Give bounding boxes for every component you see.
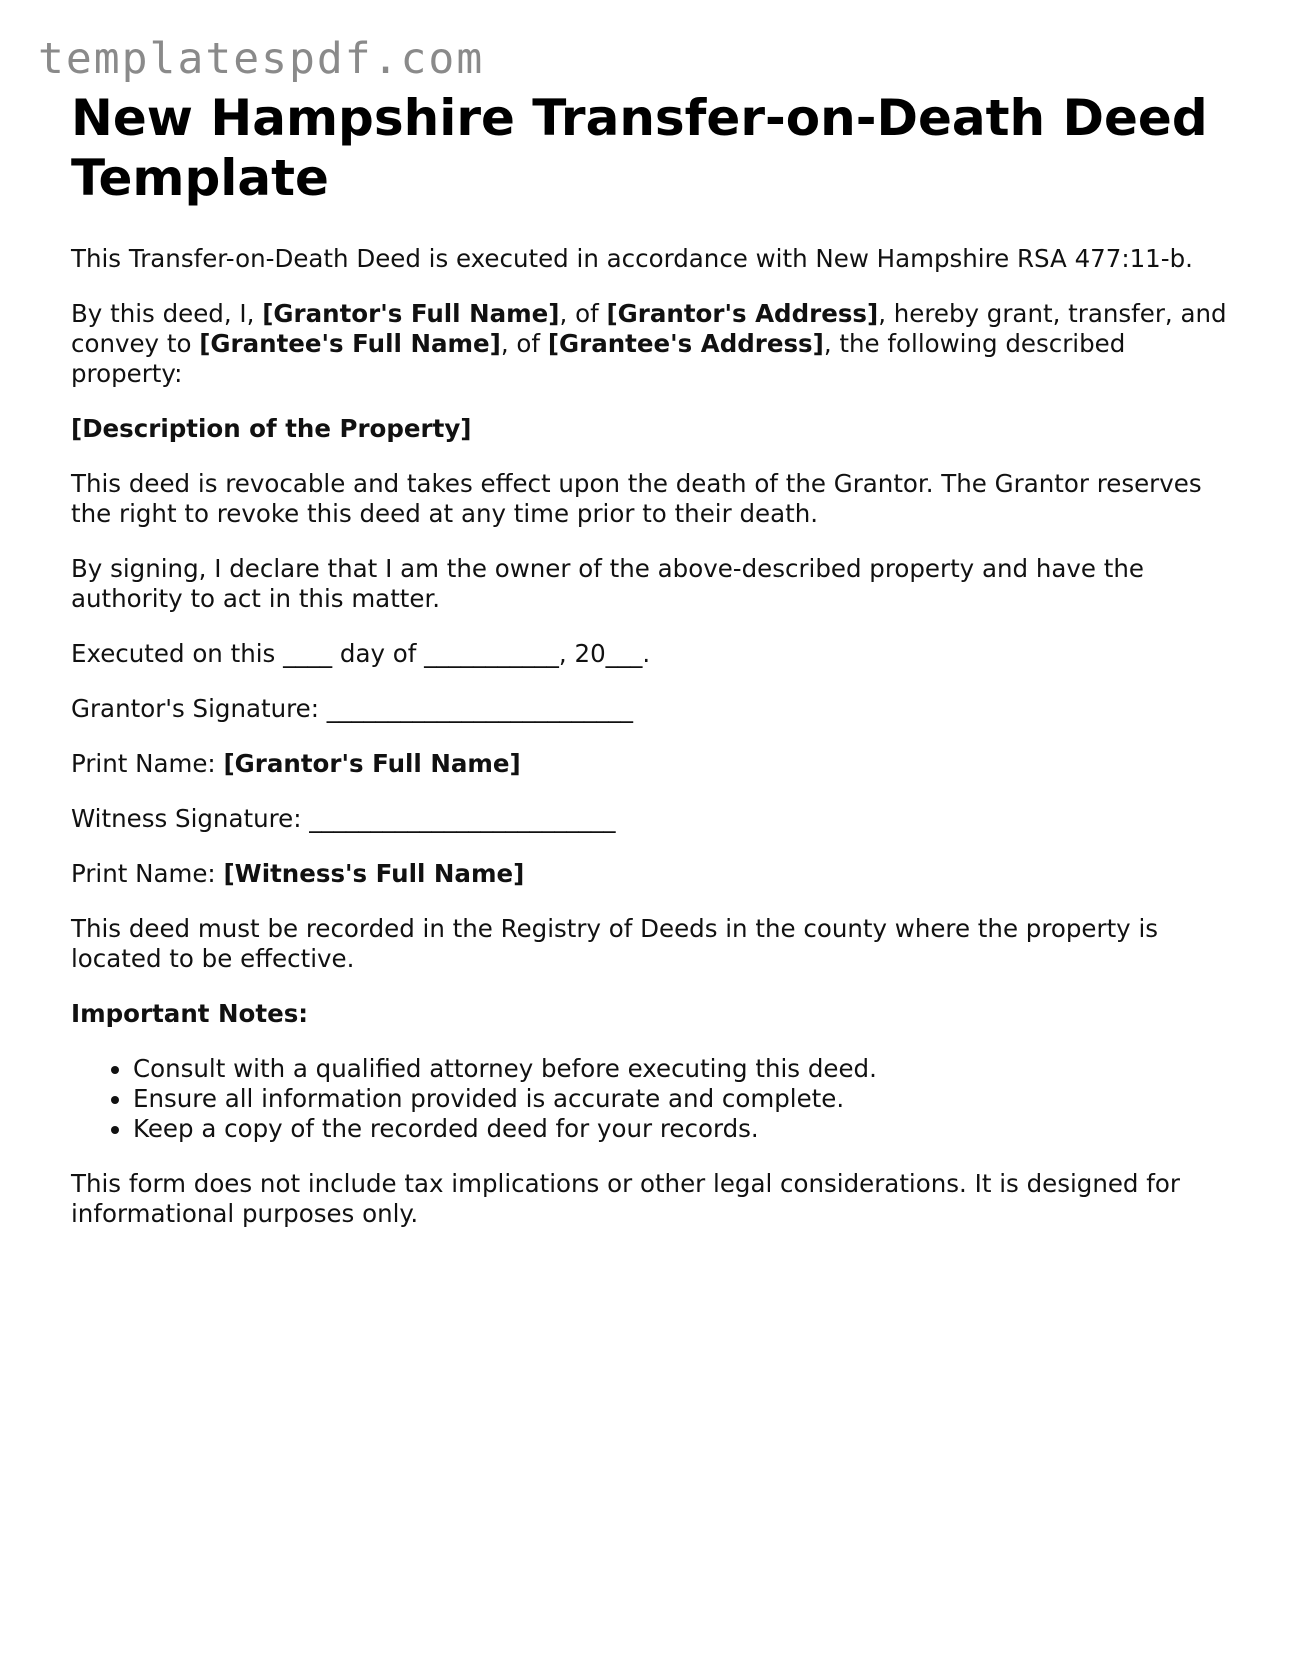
grant-text-1: By this deed, I, [71, 299, 263, 328]
grantor-print-label: Print Name: [71, 749, 224, 778]
property-description-placeholder [71, 414, 1231, 444]
witness-print-value: [Witness's Full Name] [223, 859, 525, 888]
witness-signature-line: Witness Signature: _________________________ [71, 804, 616, 833]
grantor-print-value: [Grantor's Full Name] [223, 749, 521, 778]
notes-list [71, 1054, 1231, 1144]
list-item: • Ensure all information provided is accurate and complete. [133, 1084, 1231, 1114]
grantee-address-placeholder: [Grantee's Address] [547, 329, 824, 358]
watermark: templatespdf.com [38, 34, 485, 84]
disclaimer-paragraph: This form does not include tax implications or other legal considerations. It is designed for informational purposes only. [71, 1169, 1180, 1228]
grant-text-5: , the following described property: [71, 329, 1126, 388]
grantor-address-placeholder: [Grantor's Address] [606, 299, 879, 328]
grant-text-3: , hereby grant, transfer, and convey to [71, 299, 1227, 358]
intro-paragraph: This Transfer-on-Death Deed is executed in accordance with New Hampshire RSA 477:11-b. [71, 244, 1193, 273]
notes-heading [71, 999, 1231, 1029]
grantor-name-placeholder: [Grantor's Full Name] [262, 299, 560, 328]
document-page [71, 88, 1231, 1254]
grant-text-2: , of [559, 299, 607, 328]
executed-date-line: Executed on this ____ day of ___________, 20___. [71, 639, 651, 668]
recording-paragraph: This deed must be recorded in the Registry of Deeds in the county where the property is located to be effective. [71, 914, 1159, 973]
grant-text-4: , of [500, 329, 548, 358]
property-description-text: [Description of the Property] [71, 414, 472, 443]
list-item: • Keep a copy of the recorded deed for your records. [133, 1114, 1231, 1144]
declaration-paragraph: By signing, I declare that I am the owner of the above-described property and have the authority to act in this matter. [71, 554, 1144, 613]
list-item: • Consult with a qualified attorney before executing this deed. [133, 1054, 1231, 1084]
witness-print-label: Print Name: [71, 859, 224, 888]
witness-print-name [71, 859, 1231, 889]
grant-paragraph [71, 299, 1231, 389]
grantor-signature-line: Grantor's Signature: _________________________ [71, 694, 634, 723]
grantee-name-placeholder: [Grantee's Full Name] [199, 329, 501, 358]
notes-heading-text: Important Notes: [71, 999, 309, 1028]
revocable-paragraph: This deed is revocable and takes effect upon the death of the Grantor. The Grantor reserves the right to revoke this deed at any time prior to their death. [71, 469, 1202, 528]
document-title: New Hampshire Transfer-on-Death Deed Template [71, 89, 1208, 207]
grantor-print-name [71, 749, 1231, 779]
